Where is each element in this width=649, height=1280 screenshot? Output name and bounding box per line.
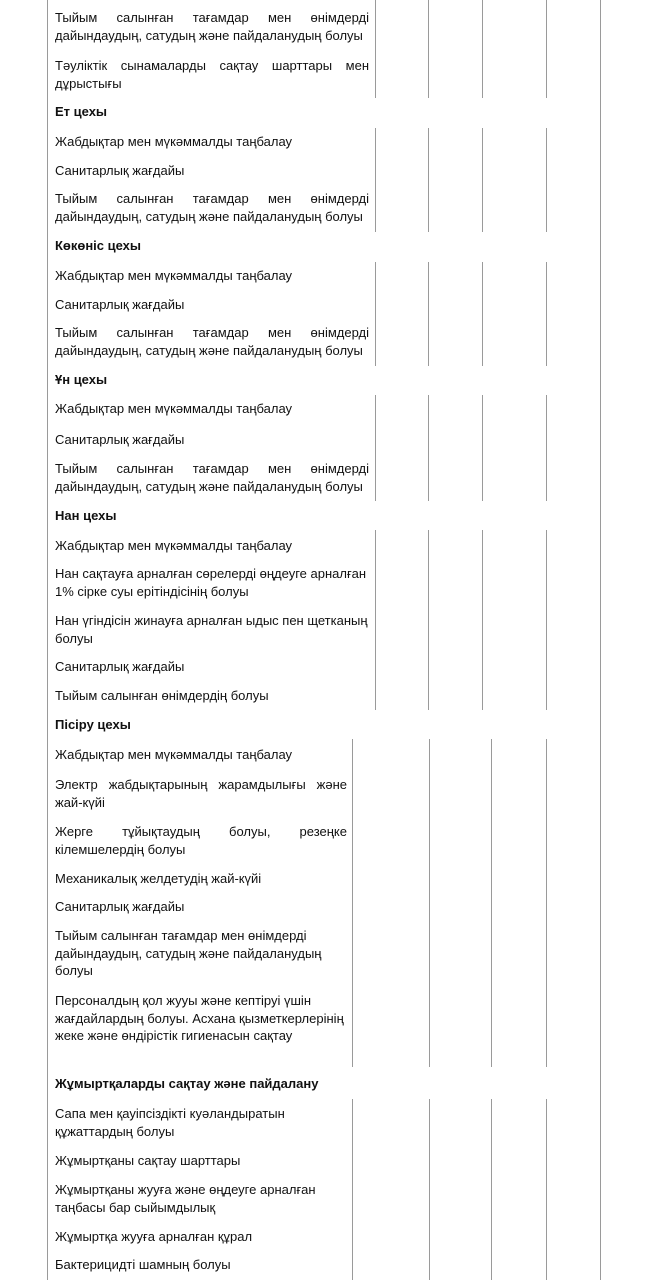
table-border-left <box>47 0 48 1280</box>
column-divider <box>482 530 483 710</box>
column-divider <box>491 1099 492 1280</box>
section-heading: Ет цехы <box>55 104 108 119</box>
column-divider <box>428 530 429 710</box>
checklist-item: Механикалық желдетудің жай-күйі <box>55 871 262 886</box>
column-divider <box>482 0 483 98</box>
checklist-item: Жабдықтар мен мүкәммалды таңбалау <box>55 268 293 283</box>
checklist-item: Тыйым салынған тағамдар мен өнімдерді дайындаудың, сатудың және пайдаланудың болуы <box>55 461 369 494</box>
checklist-item: Жабдықтар мен мүкәммалды таңбалау <box>55 538 293 553</box>
checklist-item: Нан сақтауға арналған сөрелерді өңдеуге арналған 1% сірке суы ерітіндісінің болуы <box>55 566 367 599</box>
checklist-item: Сапа мен қауіпсіздікті куәландыратын құжаттардың болуы <box>55 1106 285 1139</box>
column-divider <box>429 1099 430 1280</box>
checklist-item: Жабдықтар мен мүкәммалды таңбалау <box>55 134 293 149</box>
checklist-item: Тыйым салынған тағамдар мен өнімдерді дайындаудың, сатудың және пайдаланудың болуы <box>55 191 369 224</box>
column-divider <box>546 395 547 501</box>
column-divider <box>375 128 376 232</box>
section-heading: Нан цехы <box>55 508 117 523</box>
column-divider <box>482 128 483 232</box>
column-divider <box>352 1099 353 1280</box>
column-divider <box>546 262 547 366</box>
column-divider <box>375 395 376 501</box>
checklist-item: Санитарлық жағдайы <box>55 297 185 312</box>
checklist-item: Жұмыртқа жууға арналған құрал <box>55 1229 253 1244</box>
table-border-right <box>600 0 601 1280</box>
checklist-item: Санитарлық жағдайы <box>55 899 185 914</box>
column-divider <box>546 739 547 1067</box>
column-divider <box>352 739 353 1067</box>
column-divider <box>428 128 429 232</box>
column-divider <box>482 395 483 501</box>
column-divider <box>546 0 547 98</box>
checklist-item: Жабдықтар мен мүкәммалды таңбалау <box>55 747 293 762</box>
column-divider <box>546 1099 547 1280</box>
column-divider <box>428 395 429 501</box>
column-divider <box>428 0 429 98</box>
checklist-item: Нан үгіндісін жинауға арналған ыдыс пен щетканың болуы <box>55 613 368 646</box>
section-heading: Пісіру цехы <box>55 717 131 732</box>
checklist-item: Тыйым салынған тағамдар мен өнімдерді дайындаудың, сатудың және пайдаланудың болуы <box>55 928 322 978</box>
checklist-item: Тыйым салынған тағамдар мен өнімдерді дайындаудың, сатудың және пайдаланудың болуы <box>55 10 369 43</box>
checklist-item: Санитарлық жағдайы <box>55 163 185 178</box>
checklist-item: Санитарлық жағдайы <box>55 432 185 447</box>
column-divider <box>428 262 429 366</box>
checklist-item: Тәуліктік сынамаларды сақтау шарттары мен дұрыстығы <box>55 58 369 91</box>
column-divider <box>375 530 376 710</box>
column-divider <box>375 262 376 366</box>
column-divider <box>429 739 430 1067</box>
checklist-item: Жұмыртқаны жууға және өңдеуге арналған таңбасы бар сыйымдылық <box>55 1182 316 1215</box>
column-divider <box>482 262 483 366</box>
checklist-item: Санитарлық жағдайы <box>55 659 185 674</box>
column-divider <box>546 530 547 710</box>
checklist-item: Жұмыртқаны сақтау шарттары <box>55 1153 241 1168</box>
column-divider <box>546 128 547 232</box>
checklist-item: Электр жабдықтарының жарамдылығы және жай-күйі <box>55 777 347 810</box>
column-divider <box>491 739 492 1067</box>
checklist-item: Персоналдың қол жууы және кептіруі үшін жағдайлардың болуы. Асхана қызметкерлерінің жеке және өндірістік гигиенасын сақтау <box>55 993 344 1043</box>
checklist-item: Жабдықтар мен мүкәммалды таңбалау <box>55 401 293 416</box>
checklist-item: Тыйым салынған өнімдердің болуы <box>55 688 269 703</box>
section-heading: Ұн цехы <box>55 372 108 387</box>
section-heading: Көкөніс цехы <box>55 238 142 253</box>
checklist-item: Тыйым салынған тағамдар мен өнімдерді дайындаудың, сатудың және пайдаланудың болуы <box>55 325 369 358</box>
checklist-item: Жерге тұйықтаудың болуы, резеңке кілемшелердің болуы <box>55 824 347 857</box>
section-heading: Жұмыртқаларды сақтау және пайдалану <box>55 1076 319 1091</box>
checklist-item: Бактерицидті шамның болуы <box>55 1257 231 1272</box>
column-divider <box>375 0 376 98</box>
